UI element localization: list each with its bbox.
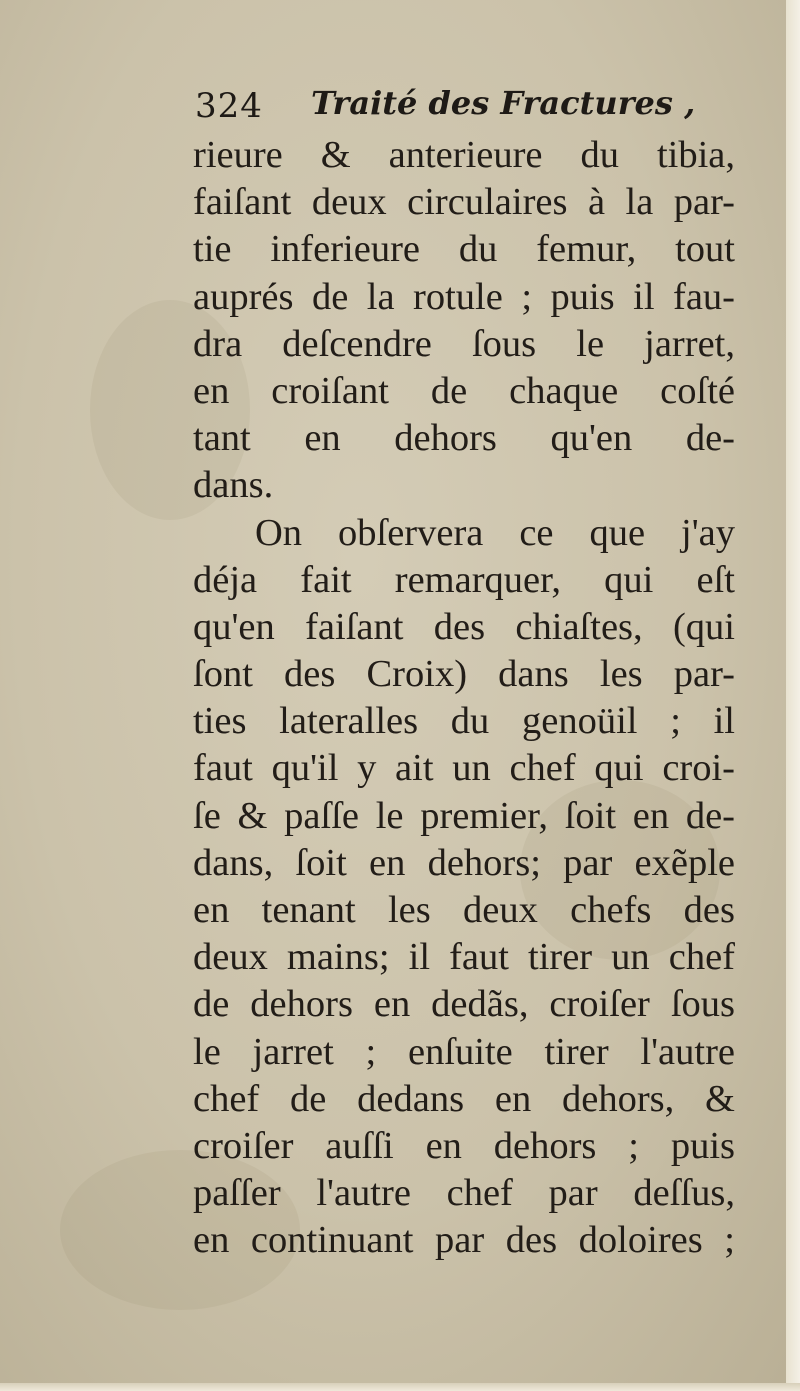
text-line: ſont des Croix) dans les par- (193, 653, 735, 696)
text-line: en continuant par des doloires ; (193, 1219, 735, 1262)
text-line: deux mains; il faut tirer un chef (193, 936, 735, 979)
text-line: faiſant deux circulaires à la par- (193, 181, 735, 224)
text-line: dans, ſoit en dehors; par exẽple (193, 841, 735, 884)
text-line: en croiſant de chaque coſté (193, 369, 735, 412)
text-line: déja fait remarquer, qui eſt (193, 558, 735, 601)
text-line: auprés de la rotule ; puis il fau- (193, 275, 735, 318)
text-line: faut qu'il y ait un chef qui croi- (193, 747, 735, 790)
paragraph-start: On obſervera ce que j'ay (255, 511, 735, 554)
text-line: rieure & anterieure du tibia, (193, 134, 735, 176)
body-text (193, 132, 735, 1265)
text-line: ſe & paſſe le premier, ſoit en de- (193, 794, 735, 837)
text-line: de dehors en dedãs, croiſer ſous (193, 983, 735, 1026)
text-line: en tenant les deux chefs des (193, 889, 735, 931)
text-line: croiſer auſſi en dehors ; puis (193, 1124, 735, 1167)
running-title: Traité des Fractures , (311, 84, 696, 122)
text-line: le jarret ; enſuite tirer l'autre (193, 1030, 735, 1073)
text-line: qu'en faiſant des chiaſtes, (qui (193, 605, 735, 648)
text-line: dra deſcendre ſous le jarret, (193, 322, 735, 365)
text-line: chef de dedans en dehors, & (193, 1077, 735, 1120)
page-edge (786, 0, 800, 1391)
page-number: 324 (195, 86, 263, 126)
text-line: paſſer l'autre chef par deſſus, (193, 1172, 735, 1215)
text-line: tie inferieure du femur, tout (193, 228, 735, 271)
text-line: dans. (193, 464, 274, 507)
running-header (195, 82, 715, 134)
page-edge-bottom (0, 1383, 800, 1391)
text-line: tant en dehors qu'en de- (193, 417, 735, 460)
text-line: ties lateralles du genoüil ; il (193, 700, 735, 743)
